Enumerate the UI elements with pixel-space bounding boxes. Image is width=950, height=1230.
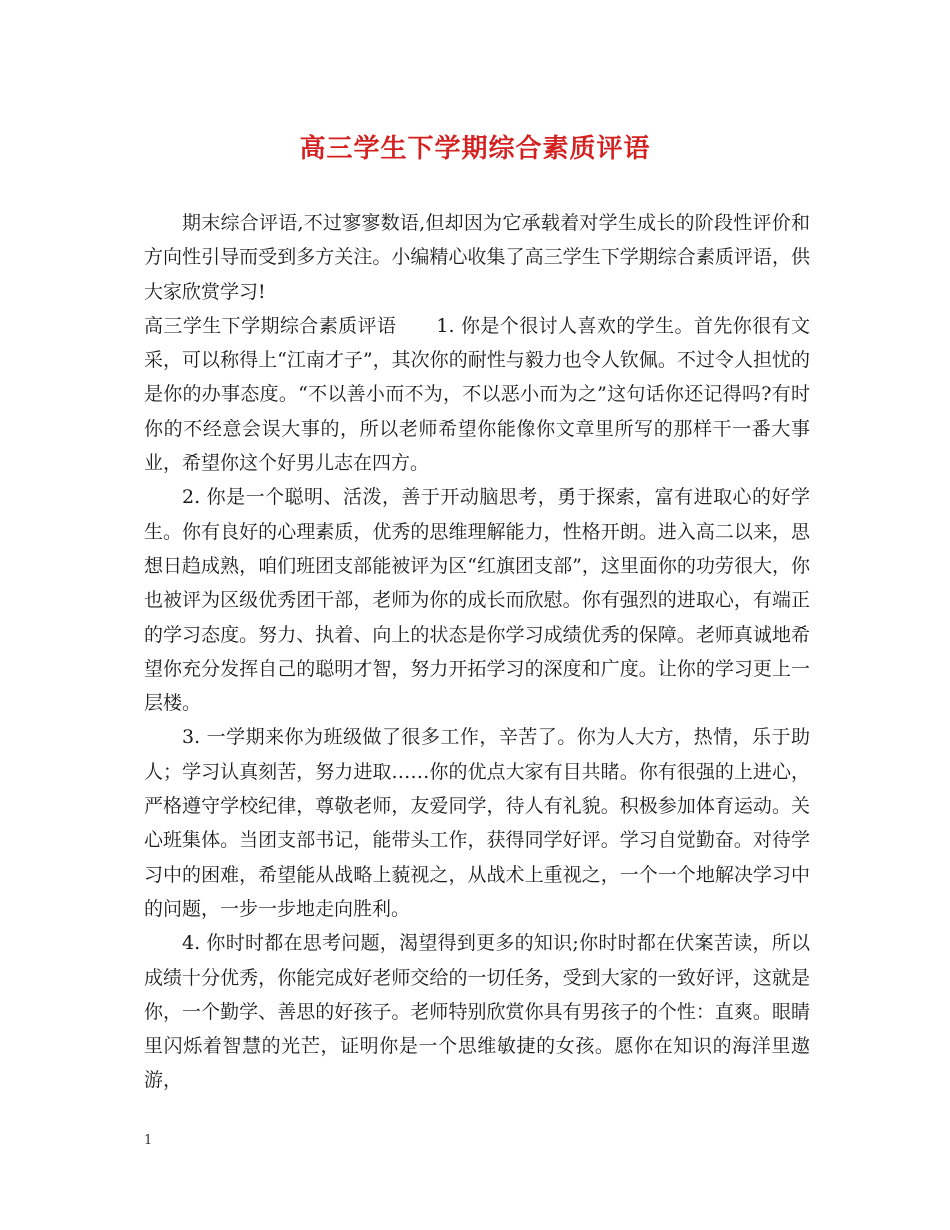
intro-paragraph: 期末综合评语,不过寥寥数语,但却因为它承载着对学生成长的阶段性评价和方向性引导而受到多方关注。小编精心收集了高三学生下学期综合素质评语，供大家欣赏学习! <box>144 212 810 303</box>
section-heading: 高三学生下学期综合素质评语 <box>144 314 397 337</box>
item-paragraph-1 <box>144 309 810 480</box>
item-paragraph-3: 3. 一学期来你为班级做了很多工作，辛苦了。你为人大方，热情，乐于助人；学习认真刻苦，努力进取……你的优点大家有目共睹。你有很强的上进心，严格遵守学校纪律，尊敬老师，友爱同学，待人有礼貌。积极参加体育运动。关心班集体。当团支部书记，能带头工作，获得同学好评。学习自觉勤奋。对待学习中的困难，希望能从战略上藐视之，从战术上重视之，一个一个地解决学习中的问题，一步一步地走向胜利。 <box>144 726 810 920</box>
document-title: 高三学生下学期综合素质评语 <box>299 134 651 164</box>
item-text-1: 1. 你是个很讨人喜欢的学生。首先你很有文采，可以称得上“江南才子”，其次你的耐性与毅力也令人钦佩。不过令人担忧的是你的办事态度。“不以善小而不为，不以恶小而为之”这句话你还记得吗?有时你的不经意会误大事的，所以老师希望你能像你文章里所写的那样干一番大事业，希望你这个好男儿志在四方。 <box>144 314 810 475</box>
page-number: 1 <box>144 1133 153 1148</box>
item-paragraph-4: 4. 你时时都在思考问题，渴望得到更多的知识;你时时都在伏案苦读，所以成绩十分优秀，你能完成好老师交给的一切任务，受到大家的一致好评，这就是你，一个勤学、善思的好孩子。老师特别欣赏你具有男孩子的个性：直爽。眼睛里闪烁着智慧的光芒，证明你是一个思维敏捷的女孩。愿你在知识的海洋里遨游， <box>144 932 810 1092</box>
item-paragraph-2: 2. 你是一个聪明、活泼，善于开动脑思考，勇于探索，富有进取心的好学生。你有良好的心理素质，优秀的思维理解能力，性格开朗。进入高二以来，思想日趋成熟，咱们班团支部能被评为区“红旗团支部”，这里面你的功劳很大，你也被评为区级优秀团干部，老师为你的成长而欣慰。你有强烈的进取心，有端正的学习态度。努力、执着、向上的状态是你学习成绩优秀的保障。老师真诚地希望你充分发挥自己的聪明才智，努力开拓学习的深度和广度。让你的学习更上一层楼。 <box>144 486 810 715</box>
document-body <box>144 206 810 1098</box>
